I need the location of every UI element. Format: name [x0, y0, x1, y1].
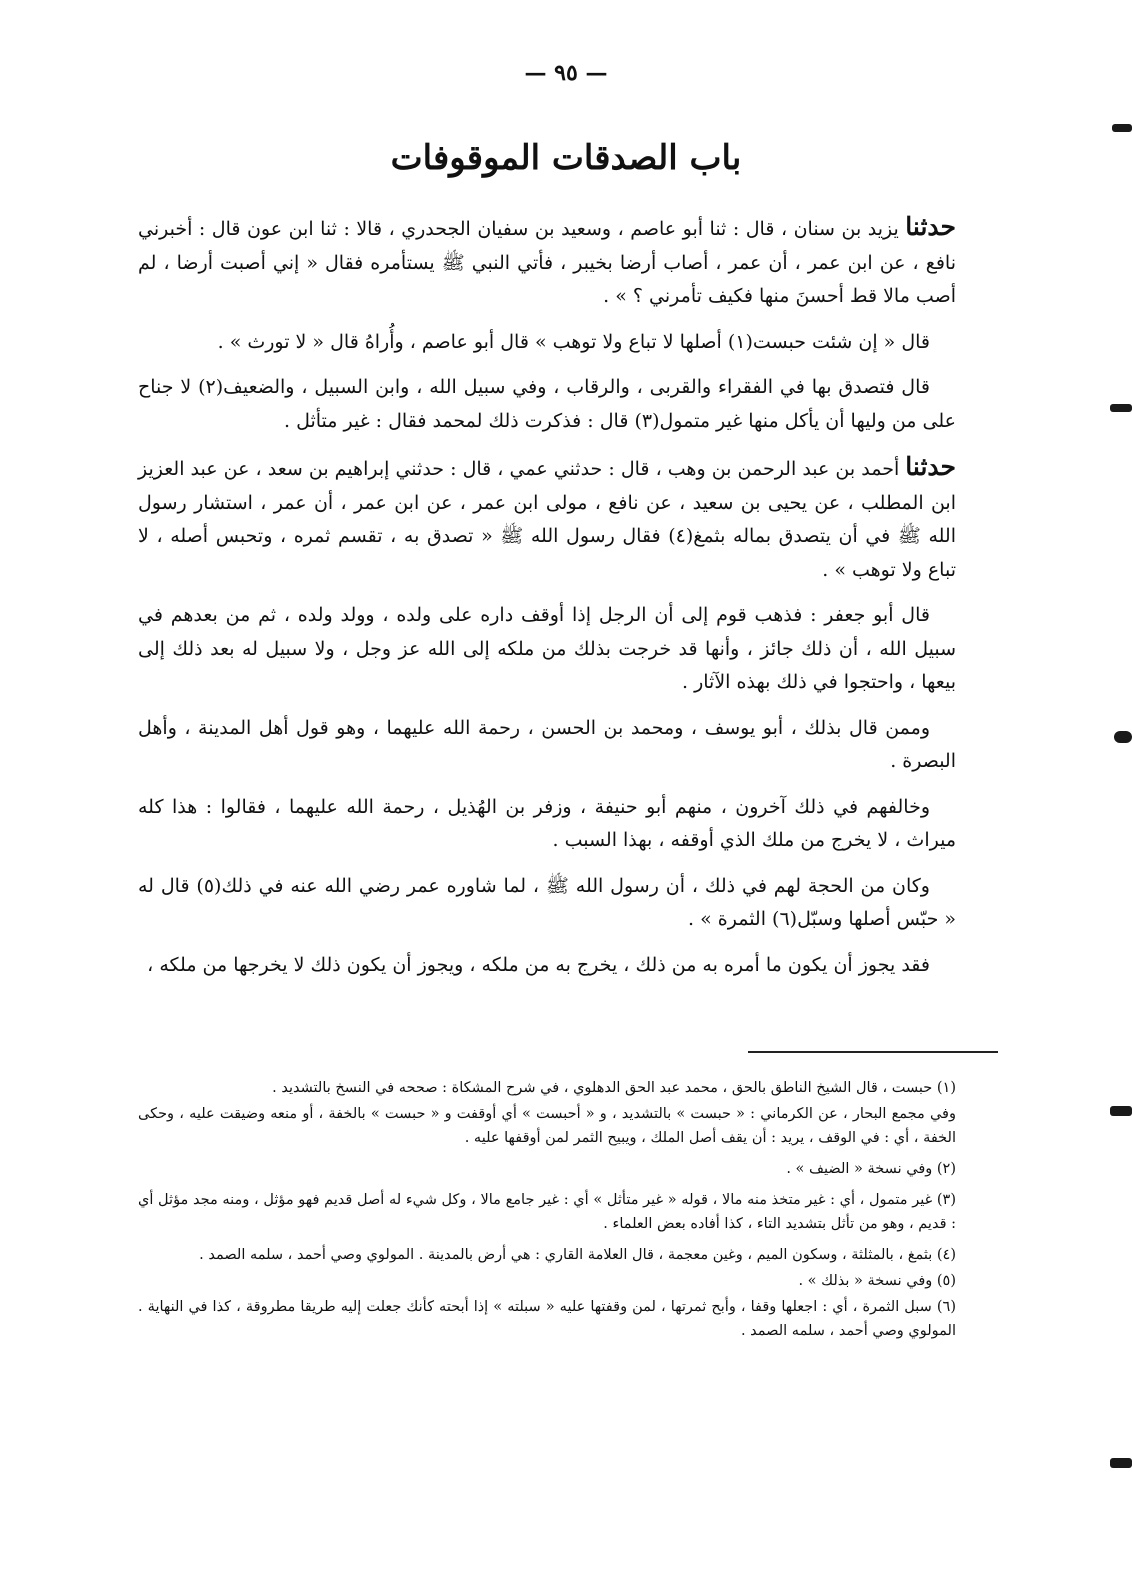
paragraph-lead: حدثنا — [905, 212, 956, 241]
scan-edge-mark — [1112, 124, 1132, 132]
scan-edge-mark — [1110, 1458, 1132, 1468]
scan-edge-mark — [1114, 731, 1132, 743]
footnote: (٥) وفي نسخة « بذلك » . — [798, 1273, 956, 1289]
paragraph-text: قال فتصدق بها في الفقراء والقربى ، والرقاب ، وفي سبيل الله ، وابن السبيل ، والضعيف(٢) لا جناح على من وليها أن يأكل منها غير متمول(٣) قال : فذكرت ذلك لمحمد فقال : غير متأثل . — [138, 376, 956, 432]
footnote-separator — [748, 1051, 998, 1053]
paragraph-text: قال « إن شئت حبست(١) أصلها لا تباع ولا توهب » قال أبو عاصم ، وأُراهُ قال « لا تورث » . — [217, 330, 930, 353]
chapter-title: باب الصدقات الموقوفات — [390, 138, 742, 178]
paragraph-lead: حدثنا — [905, 452, 956, 481]
footnote: وفي مجمع البحار ، عن الكرماني : « حبست » بالتشديد ، و « أحبست » أي أوقفت و « حبست » بالخفة ، أو منعه وضيقت عليه ، وحكى الخفة ، أي : في الوقف ، يريد : أن يقف أصل الملك ، ويبيح الثمر لمن أوقفها عليه . — [138, 1106, 956, 1146]
main-text — [138, 210, 956, 994]
footnotes — [138, 1076, 956, 1350]
paragraph-text: قال أبو جعفر : فذهب قوم إلى أن الرجل إذا أوقف داره على ولده ، وولد ولده ، ثم من بعدهم في سبيل الله ، أن ذلك جائز ، وأنها قد خرجت بذلك من ملكه إلى الله عز وجل ، ولا سبيل له بعد ذلك إلى بيعها ، واحتجوا في ذلك بهذه الآثار . — [138, 604, 956, 693]
paragraph — [138, 870, 956, 937]
footnote: (٢) وفي نسخة « الضيف » . — [786, 1161, 956, 1177]
paragraph — [138, 949, 956, 983]
paragraph — [138, 210, 956, 314]
paragraph — [138, 599, 956, 700]
paragraph — [138, 450, 956, 587]
paragraph — [138, 371, 956, 438]
paragraph — [138, 791, 956, 858]
paragraph — [138, 326, 956, 360]
scan-edge-mark — [1110, 404, 1132, 412]
page-number: — ٩٥ — — [524, 60, 608, 86]
footnote: (٤) بثمغ ، بالمثلثة ، وسكون الميم ، وغين معجمة ، قال العلامة القاري : هي أرض بالمدينة . المولوي وصي أحمد ، سلمه الصمد . — [199, 1247, 956, 1263]
paragraph-text: وكان من الحجة لهم في ذلك ، أن رسول الله ﷺ ، لما شاوره عمر رضي الله عنه في ذلك(٥) قال له « حبّس أصلها وسبّل(٦) الثمرة » . — [138, 874, 956, 930]
footnote: (٣) غير متمول ، أي : غير متخذ منه مالا ، قوله « غير متأثل » أي : غير جامع مالا ، وكل شيء له أصل قديم فهو مؤثل ، ومنه مجد مؤثل أي : قديم ، وهو من تأثل بتشديد التاء ، كذا أفاده بعض العلماء . — [138, 1192, 956, 1232]
paragraph-text: وممن قال بذلك ، أبو يوسف ، ومحمد بن الحسن ، رحمة الله عليهما ، وهو قول أهل المدينة ، وأهل البصرة . — [138, 716, 956, 772]
paragraph-text: يزيد بن سنان ، قال : ثنا أبو عاصم ، وسعيد بن سفيان الجحدري ، قالا : ثنا ابن عون قال : أخبرني نافع ، عن ابن عمر ، أن عمر ، أصاب أرضا بخيبر ، فأتي النبي ﷺ يستأمره فقال « إني أصبت أرضا ، لم أصب مالا قط أحسنَ منها فكيف تأمرني ؟ » . — [138, 218, 956, 307]
paragraph-text: أحمد بن عبد الرحمن بن وهب ، قال : حدثني عمي ، قال : حدثني إبراهيم بن سعد ، عن عبد العزيز ابن المطلب ، عن يحيى بن سعيد ، عن نافع ، مولى ابن عمر ، عن ابن عمر ، أن عمر ، استشار رسول الله ﷺ في أن يتصدق بماله بثمغ(٤) فقال رسول الله ﷺ « تصدق به ، تقسم ثمره ، وتحبس أصله ، لا تباع ولا توهب » . — [138, 458, 956, 581]
footnote: (١) حبست ، قال الشيخ الناطق بالحق ، محمد عبد الحق الدهلوي ، في شرح المشكاة : صححه في النسخ بالتشديد . — [272, 1080, 956, 1096]
scan-edge-mark — [1110, 1106, 1132, 1116]
paragraph-text: وخالفهم في ذلك آخرون ، منهم أبو حنيفة ، وزفر بن الهُذيل ، رحمة الله عليهما ، فقالوا : هذا كله ميراث ، لا يخرج من ملك الذي أوقفه ، بهذا السبب . — [138, 795, 956, 851]
footnote: (٦) سبل الثمرة ، أي : اجعلها وقفا ، وأبح ثمرتها ، لمن وقفتها عليه « سبلته » إذا أبحته كأنك جعلت إليه طريقا مطروقة ، كذا في النهاية . المولوي وصي أحمد ، سلمه الصمد . — [138, 1299, 956, 1339]
paragraph-text: فقد يجوز أن يكون ما أمره به من ذلك ، يخرج به من ملكه ، ويجوز أن يكون ذلك لا يخرجها من ملكه ، — [147, 953, 930, 976]
paragraph — [138, 712, 956, 779]
